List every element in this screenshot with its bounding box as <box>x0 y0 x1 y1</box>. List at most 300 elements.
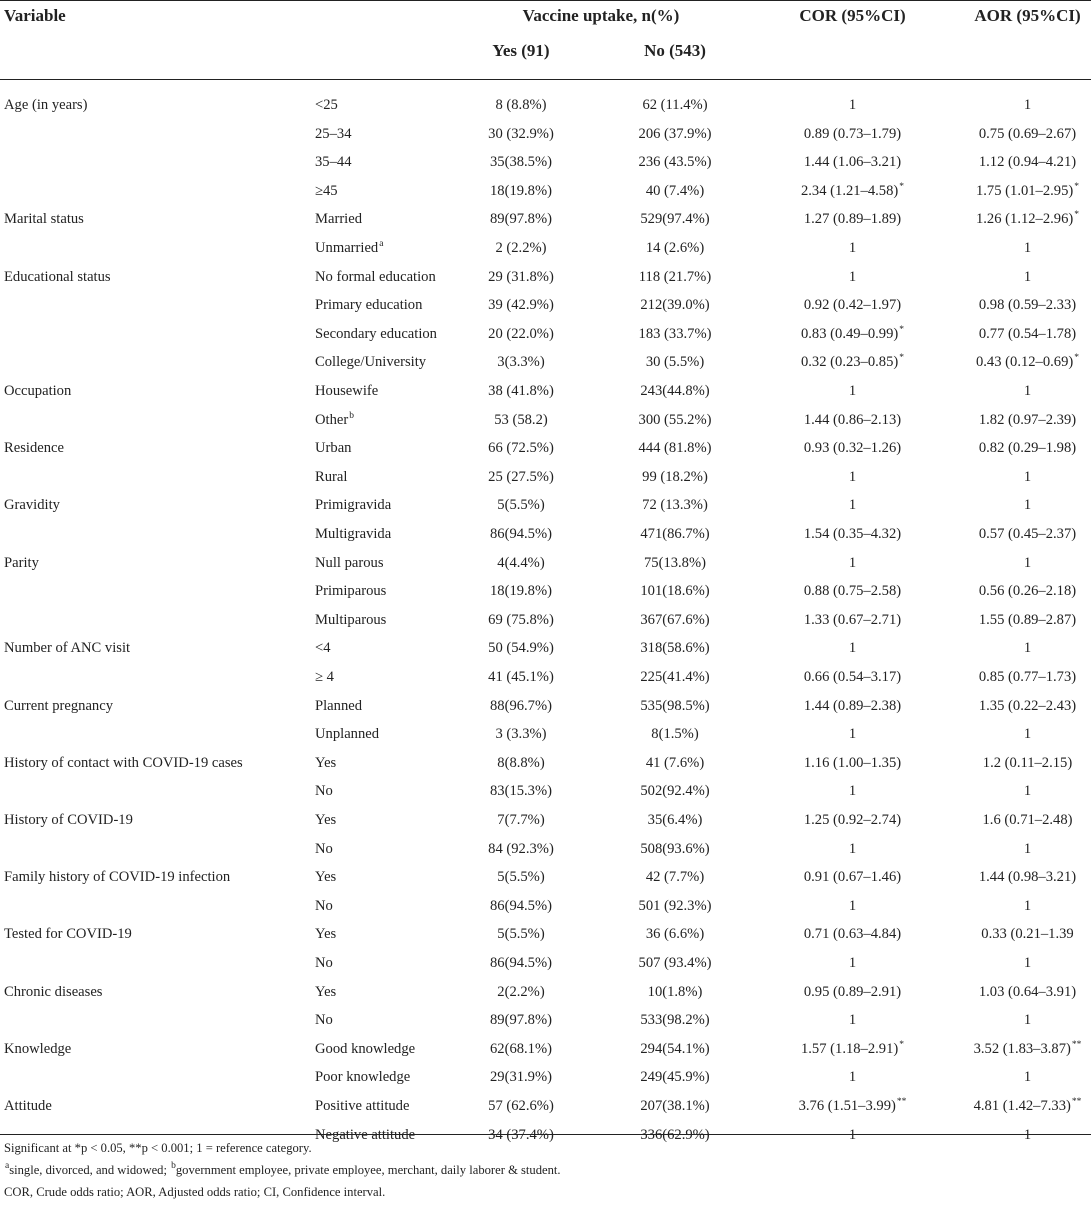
yes-count-cell-text: 25 (27.5%) <box>488 468 554 485</box>
aor-cell-text: 1.2 (0.11–2.15) <box>982 754 1073 771</box>
yes-count-cell-text: 29(31.9%) <box>489 1069 552 1086</box>
variable-cell-text: Tested for COVID-19 <box>4 926 132 943</box>
yes-count-cell <box>447 1067 595 1087</box>
yes-count-cell <box>447 610 595 630</box>
cor-cell <box>760 610 945 630</box>
aor-cell <box>950 924 1091 944</box>
no-count-cell-text: 318(58.6%) <box>640 640 710 657</box>
category-cell <box>315 209 362 229</box>
variable-cell <box>4 267 111 287</box>
category-cell-text: No <box>315 897 333 914</box>
cor-cell-text: 1.33 (0.67–2.71) <box>803 611 902 628</box>
cor-cell-text: 1 <box>848 383 857 399</box>
no-count-cell-text: 10(1.8%) <box>647 983 703 1000</box>
cor-cell-text: 1 <box>848 783 857 800</box>
no-count-cell-text: 14 (2.6%) <box>645 240 705 256</box>
cor-cell-superscript: * <box>899 353 905 364</box>
variable-cell-text: Current pregnancy <box>4 697 114 714</box>
yes-count-cell <box>447 953 595 973</box>
aor-cell-text: 1 <box>1023 1069 1032 1086</box>
aor-cell <box>950 553 1091 573</box>
variable-cell <box>4 1096 52 1116</box>
cor-cell-text: 0.88 (0.75–2.58) <box>803 583 902 600</box>
cor-cell-text: 1.44 (0.89–2.38) <box>803 697 902 714</box>
aor-cell <box>950 324 1091 344</box>
no-count-cell <box>595 638 755 658</box>
no-count-cell-text: 35(6.4%) <box>647 812 703 828</box>
footnote-abbreviations: COR, Crude odds ratio; AOR, Adjusted odds ratio; CI, Confidence interval. <box>4 1185 386 1199</box>
category-cell-text: Multigravida <box>315 526 392 542</box>
cor-cell-text: 1 <box>848 1126 857 1143</box>
aor-cell-superscript: ** <box>1071 1097 1082 1107</box>
aor-cell-text: 1 <box>1023 268 1032 285</box>
cor-cell-text: 1 <box>848 726 857 743</box>
yes-count-cell-text: 5(5.5%) <box>497 497 545 514</box>
no-count-cell <box>595 839 755 859</box>
variable-cell <box>4 495 60 515</box>
table-row <box>0 896 1091 925</box>
aor-cell <box>950 1039 1091 1059</box>
yes-count-cell <box>447 524 595 544</box>
category-cell <box>315 667 334 687</box>
aor-cell <box>950 495 1091 515</box>
aor-cell-text: 1 <box>1023 97 1032 113</box>
header-yes: Yes (91) <box>492 41 550 60</box>
yes-count-cell-text: 62(68.1%) <box>489 1040 552 1057</box>
cor-cell <box>760 410 945 430</box>
header-aor: AOR (95%CI) <box>974 6 1081 25</box>
aor-cell <box>950 181 1091 201</box>
category-cell <box>315 238 383 258</box>
table-row <box>0 238 1091 267</box>
yes-count-cell <box>447 352 595 372</box>
cor-cell-text: 1 <box>848 497 857 514</box>
category-cell <box>315 524 391 544</box>
aor-cell-text: 0.77 (0.54–1.78) <box>978 325 1077 342</box>
yes-count-cell <box>447 982 595 1002</box>
cor-cell-text: 0.66 (0.54–3.17) <box>803 669 902 685</box>
aor-cell <box>950 753 1091 773</box>
no-count-cell-text: 471(86.7%) <box>640 526 710 542</box>
aor-cell <box>950 524 1091 544</box>
table-row <box>0 324 1091 353</box>
no-count-cell-text: 243(44.8%) <box>640 383 710 399</box>
no-count-cell-text: 101(18.6%) <box>640 583 710 600</box>
aor-cell-text: 0.85 (0.77–1.73) <box>978 669 1077 685</box>
variable-cell-text: Chronic diseases <box>4 983 103 1000</box>
no-count-cell <box>595 896 755 916</box>
yes-count-cell <box>447 781 595 801</box>
category-cell-text: <25 <box>315 97 338 113</box>
variable-cell <box>4 867 230 887</box>
category-cell <box>315 324 437 344</box>
variable-cell <box>4 381 71 401</box>
table-row <box>0 152 1091 181</box>
category-cell <box>315 410 354 430</box>
no-count-cell <box>595 238 755 258</box>
yes-count-cell <box>447 924 595 944</box>
variable-cell <box>4 810 133 830</box>
category-cell-text: No formal education <box>315 268 436 285</box>
cor-cell-superscript: ** <box>896 1097 907 1107</box>
bottom-rule <box>0 1134 1091 1135</box>
cor-cell-text: 1 <box>848 240 857 256</box>
cor-cell-superscript: * <box>899 181 905 192</box>
footnote-significance: Significant at *p < 0.05, **p < 0.001; 1 = reference category. <box>4 1141 312 1155</box>
aor-cell <box>950 1096 1091 1116</box>
category-cell-text: No <box>315 1012 333 1029</box>
footnote-a-text: single, divorced, and widowed; <box>9 1163 171 1177</box>
category-cell-text: Other <box>315 411 349 428</box>
aor-cell <box>950 867 1091 887</box>
aor-cell <box>950 209 1091 229</box>
category-cell-text: Unmarried <box>315 240 379 256</box>
no-count-cell-text: 212(39.0%) <box>640 297 710 314</box>
cor-cell <box>760 896 945 916</box>
no-count-cell <box>595 610 755 630</box>
no-count-cell <box>595 867 755 887</box>
cor-cell-text: 3.76 (1.51–3.99) <box>798 1098 896 1114</box>
aor-cell-text: 1.75 (1.01–2.95) <box>975 182 1074 199</box>
cor-cell-text: 0.83 (0.49–0.99) <box>800 325 899 342</box>
category-cell-text: Yes <box>315 926 337 943</box>
cor-cell-text: 1.16 (1.00–1.35) <box>803 754 902 771</box>
no-count-cell <box>595 438 755 458</box>
no-count-cell-text: 99 (18.2%) <box>642 468 708 485</box>
yes-count-cell-text: 83(15.3%) <box>489 783 552 800</box>
aor-cell <box>950 839 1091 859</box>
yes-count-cell <box>447 896 595 916</box>
category-cell <box>315 982 336 1002</box>
variable-cell-text: Number of ANC visit <box>4 640 131 657</box>
aor-cell-text: 1 <box>1023 783 1032 800</box>
yes-count-cell-text: 3 (3.3%) <box>495 726 547 743</box>
yes-count-cell-text: 66 (72.5%) <box>488 440 554 457</box>
category-cell-text: Urban <box>315 440 352 457</box>
no-count-cell-text: 533(98.2%) <box>640 1012 710 1029</box>
category-cell <box>315 124 351 144</box>
no-count-cell <box>595 124 755 144</box>
aor-cell-superscript: * <box>1074 353 1080 364</box>
cor-cell-text: 1.25 (0.92–2.74) <box>803 812 902 828</box>
aor-cell <box>950 638 1091 658</box>
aor-cell <box>950 1067 1091 1087</box>
aor-cell-text: 4.81 (1.42–7.33) <box>973 1098 1071 1114</box>
cor-cell <box>760 209 945 229</box>
cor-cell <box>760 982 945 1002</box>
cor-cell-text: 1 <box>848 268 857 285</box>
category-cell-text: Yes <box>315 812 337 828</box>
no-count-cell <box>595 410 755 430</box>
cor-cell-text: 1.57 (1.18–2.91) <box>800 1040 899 1057</box>
no-count-cell <box>595 324 755 344</box>
no-count-cell <box>595 181 755 201</box>
variable-cell <box>4 696 113 716</box>
aor-cell <box>950 982 1091 1002</box>
no-count-cell-text: 249(45.9%) <box>640 1069 710 1086</box>
top-rule <box>0 0 1091 1</box>
table-row <box>0 1096 1091 1125</box>
aor-cell-text: 1 <box>1023 554 1032 571</box>
aor-cell-text: 1.82 (0.97–2.39) <box>978 411 1077 428</box>
yes-count-cell-text: 3(3.3%) <box>497 354 545 371</box>
category-cell <box>315 95 338 115</box>
no-count-cell <box>595 581 755 601</box>
no-count-cell <box>595 953 755 973</box>
cor-cell-text: 0.92 (0.42–1.97) <box>803 297 902 314</box>
cor-cell-text: 1.44 (1.06–3.21) <box>803 154 902 171</box>
cor-cell-text: 1 <box>848 468 857 485</box>
yes-count-cell-text: 2 (2.2%) <box>495 240 547 256</box>
no-count-cell-text: 300 (55.2%) <box>638 411 712 428</box>
footnote-b-marker: b <box>171 1161 176 1171</box>
no-count-cell <box>595 553 755 573</box>
cor-cell-text: 1 <box>848 97 857 113</box>
table-row <box>0 610 1091 639</box>
yes-count-cell <box>447 753 595 773</box>
aor-cell <box>950 696 1091 716</box>
table-row <box>0 1067 1091 1096</box>
no-count-cell-text: 535(98.5%) <box>640 697 710 714</box>
table-row <box>0 638 1091 667</box>
no-count-cell-text: 367(67.6%) <box>640 611 710 628</box>
aor-cell <box>950 352 1091 372</box>
aor-cell-text: 0.98 (0.59–2.33) <box>978 297 1077 314</box>
category-cell <box>315 295 422 315</box>
aor-cell-text: 0.57 (0.45–2.37) <box>978 526 1077 542</box>
aor-cell <box>950 667 1091 687</box>
variable-cell-text: Parity <box>4 554 39 571</box>
category-cell-text: Planned <box>315 697 363 714</box>
aor-cell <box>950 124 1091 144</box>
category-cell <box>315 495 391 515</box>
category-cell <box>315 1067 410 1087</box>
no-count-cell-text: 40 (7.4%) <box>645 182 705 199</box>
cor-cell <box>760 295 945 315</box>
yes-count-cell-text: 2(2.2%) <box>497 983 545 1000</box>
aor-cell-text: 0.43 (0.12–0.69) <box>975 354 1074 371</box>
category-cell-text: Secondary education <box>315 325 437 342</box>
aor-cell-text: 1 <box>1023 468 1032 485</box>
yes-count-cell-text: 35(38.5%) <box>489 154 552 171</box>
yes-count-cell-text: 88(96.7%) <box>489 697 552 714</box>
category-cell <box>315 438 351 458</box>
cor-cell-text: 0.91 (0.67–1.46) <box>803 869 902 886</box>
cor-cell-text: 0.71 (0.63–4.84) <box>803 926 902 943</box>
yes-count-cell <box>447 1096 595 1116</box>
table-row <box>0 352 1091 381</box>
category-cell-text: ≥45 <box>315 182 338 199</box>
cor-cell <box>760 953 945 973</box>
table-row <box>0 124 1091 153</box>
cor-cell-text: 1 <box>848 897 857 914</box>
aor-cell <box>950 152 1091 172</box>
table-row <box>0 209 1091 238</box>
table-row <box>0 810 1091 839</box>
category-cell <box>315 781 333 801</box>
aor-cell-text: 1 <box>1023 497 1032 514</box>
footnote-definitions <box>4 1163 561 1178</box>
variable-cell-text: Attitude <box>4 1098 52 1114</box>
no-count-cell-text: 529(97.4%) <box>640 211 710 228</box>
cor-cell <box>760 238 945 258</box>
cor-cell <box>760 753 945 773</box>
category-cell <box>315 1010 333 1030</box>
yes-count-cell-text: 86(94.5%) <box>489 955 552 971</box>
yes-count-cell <box>447 410 595 430</box>
yes-count-cell-text: 38 (41.8%) <box>488 383 554 399</box>
yes-count-cell <box>447 724 595 744</box>
yes-count-cell-text: 84 (92.3%) <box>488 840 554 857</box>
category-cell <box>315 953 333 973</box>
aor-cell-text: 1.26 (1.12–2.96) <box>975 211 1074 228</box>
category-cell-text: Null parous <box>315 554 384 571</box>
no-count-cell-text: 36 (6.6%) <box>645 926 705 943</box>
category-cell <box>315 867 336 887</box>
yes-count-cell <box>447 638 595 658</box>
cor-cell <box>760 581 945 601</box>
yes-count-cell-text: 5(5.5%) <box>497 926 545 943</box>
cor-cell-text: 1.27 (0.89–1.89) <box>803 211 902 228</box>
no-count-cell <box>595 467 755 487</box>
aor-cell <box>950 953 1091 973</box>
category-cell-superscript: a <box>379 239 384 249</box>
cor-cell <box>760 324 945 344</box>
yes-count-cell-text: 53 (58.2) <box>494 411 548 428</box>
cor-cell <box>760 839 945 859</box>
cor-cell-text: 1 <box>848 554 857 571</box>
variable-cell-text: Family history of COVID-19 infection <box>4 869 231 886</box>
cor-cell-superscript: * <box>899 324 905 335</box>
variable-cell <box>4 638 130 658</box>
variable-cell <box>4 553 39 573</box>
aor-cell <box>950 810 1091 830</box>
no-count-cell-text: 72 (13.3%) <box>642 497 708 514</box>
aor-cell-text: 0.33 (0.21–1.39 <box>981 926 1074 943</box>
table-row <box>0 953 1091 982</box>
aor-cell-superscript: * <box>1074 210 1080 221</box>
cor-cell <box>760 467 945 487</box>
no-count-cell <box>595 753 755 773</box>
yes-count-cell <box>447 867 595 887</box>
table-row <box>0 924 1091 953</box>
category-cell-text: Yes <box>315 869 337 886</box>
footnote-a-marker: a <box>5 1161 10 1171</box>
aor-cell-text: 1.44 (0.98–3.21) <box>978 869 1077 886</box>
yes-count-cell-text: 20 (22.0%) <box>488 325 554 342</box>
aor-cell-text: 1 <box>1023 240 1032 256</box>
category-cell <box>315 1039 415 1059</box>
header-no: No (543) <box>644 41 706 60</box>
cor-cell <box>760 638 945 658</box>
cor-cell <box>760 696 945 716</box>
yes-count-cell-text: 69 (75.8%) <box>488 611 554 628</box>
category-cell-text: No <box>315 955 333 971</box>
no-count-cell <box>595 495 755 515</box>
cor-cell <box>760 524 945 544</box>
aor-cell <box>950 467 1091 487</box>
category-cell <box>315 839 333 859</box>
table-row <box>0 724 1091 753</box>
no-count-cell-text: 183 (33.7%) <box>638 325 712 342</box>
cor-cell-text: 1 <box>848 1012 857 1029</box>
variable-cell-text: Knowledge <box>4 1040 72 1057</box>
no-count-cell <box>595 295 755 315</box>
aor-cell <box>950 581 1091 601</box>
category-cell <box>315 724 379 744</box>
yes-count-cell <box>447 1039 595 1059</box>
aor-cell-text: 0.75 (0.69–2.67) <box>978 125 1077 142</box>
table-row <box>0 781 1091 810</box>
no-count-cell-text: 62 (11.4%) <box>642 97 708 113</box>
category-cell-text: Positive attitude <box>315 1098 410 1114</box>
cor-cell <box>760 867 945 887</box>
category-cell-text: Housewife <box>315 383 379 399</box>
cor-cell-text: 0.95 (0.89–2.91) <box>803 983 902 1000</box>
category-cell <box>315 896 333 916</box>
yes-count-cell <box>447 152 595 172</box>
aor-cell <box>950 295 1091 315</box>
no-count-cell-text: 236 (43.5%) <box>638 154 712 171</box>
no-count-cell <box>595 982 755 1002</box>
cor-cell <box>760 1010 945 1030</box>
no-count-cell-text: 42 (7.7%) <box>645 869 705 886</box>
aor-cell-text: 1 <box>1023 726 1032 743</box>
yes-count-cell <box>447 438 595 458</box>
category-cell <box>315 181 338 201</box>
category-cell-text: Negative attitude <box>315 1126 416 1143</box>
aor-cell <box>950 610 1091 630</box>
category-cell-text: Primary education <box>315 297 423 314</box>
footnote-b-text: government employee, private employee, merchant, daily laborer & student. <box>175 1163 561 1177</box>
yes-count-cell <box>447 181 595 201</box>
category-cell <box>315 753 336 773</box>
header-cor: COR (95%CI) <box>799 6 906 25</box>
table-row <box>0 410 1091 439</box>
header-variable: Variable <box>4 6 66 25</box>
yes-count-cell <box>447 553 595 573</box>
aor-cell <box>950 896 1091 916</box>
no-count-cell-text: 507 (93.4%) <box>638 955 712 971</box>
category-cell <box>315 638 331 658</box>
no-count-cell <box>595 667 755 687</box>
category-cell <box>315 152 351 172</box>
category-cell <box>315 810 336 830</box>
table-row <box>0 181 1091 210</box>
variable-cell <box>4 438 64 458</box>
yes-count-cell <box>447 696 595 716</box>
category-cell-text: Multiparous <box>315 611 387 628</box>
aor-cell-text: 1 <box>1023 955 1032 971</box>
aor-cell <box>950 267 1091 287</box>
aor-cell-text: 1.12 (0.94–4.21) <box>978 154 1077 171</box>
variable-cell-text: Gravidity <box>4 497 60 514</box>
yes-count-cell <box>447 238 595 258</box>
cor-cell <box>760 381 945 401</box>
yes-count-cell-text: 89(97.8%) <box>489 1012 552 1029</box>
cor-cell <box>760 352 945 372</box>
category-cell-text: <4 <box>315 640 331 657</box>
no-count-cell <box>595 1096 755 1116</box>
category-cell-text: 35–44 <box>315 154 352 171</box>
no-count-cell-text: 501 (92.3%) <box>638 897 712 914</box>
no-count-cell-text: 225(41.4%) <box>640 669 710 685</box>
table-row <box>0 696 1091 725</box>
table-row <box>0 867 1091 896</box>
table-row <box>0 524 1091 553</box>
category-cell-text: ≥ 4 <box>315 669 334 685</box>
aor-cell <box>950 95 1091 115</box>
